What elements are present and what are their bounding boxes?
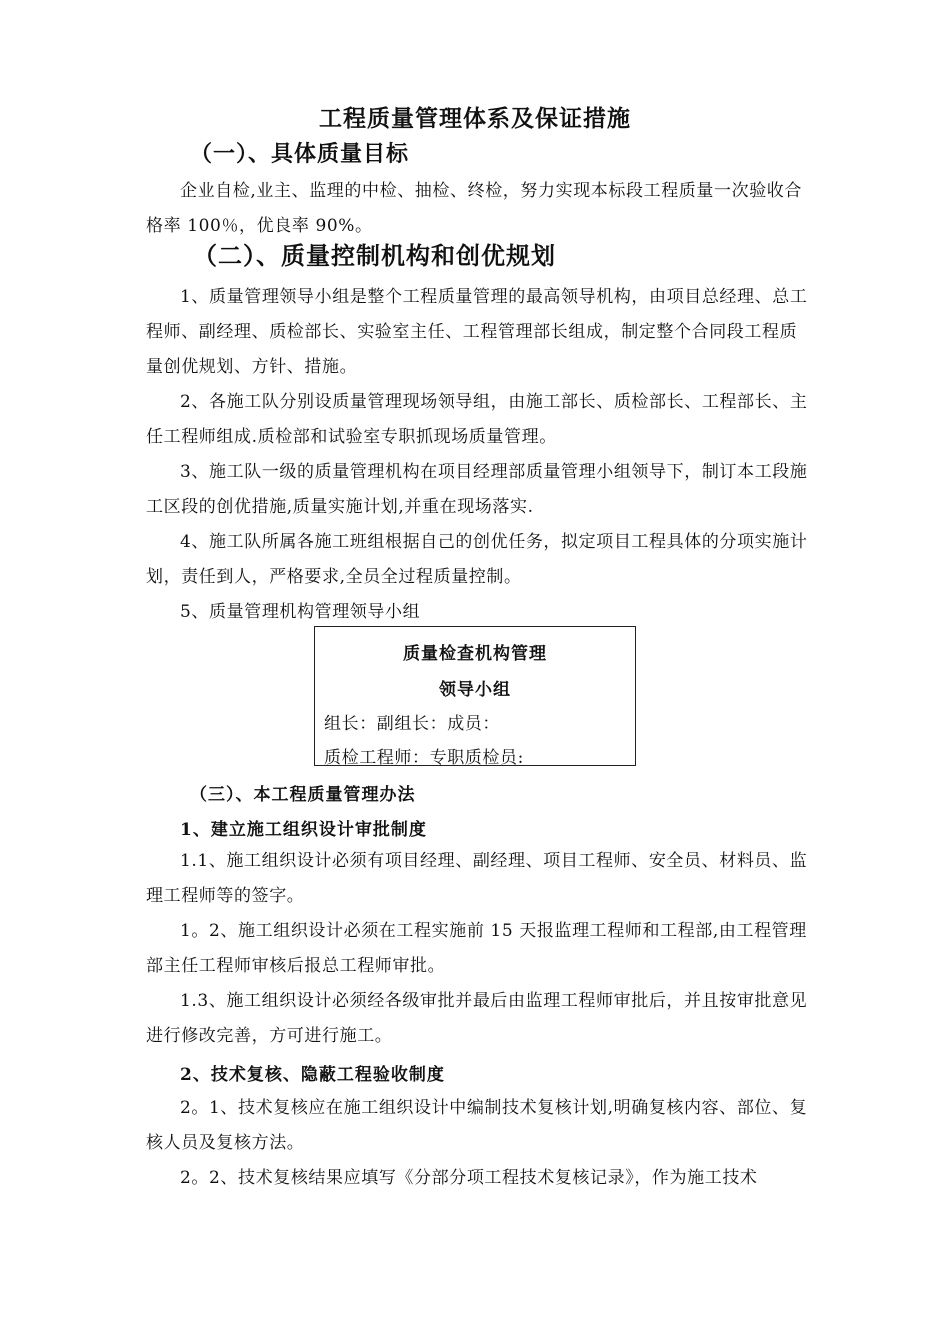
org-chart-box [314, 626, 636, 766]
section-2-item-3: 3、施工队一级的质量管理机构在项目经理部质量管理小组领导下，制订本工段施工区段的创优措施,质量实施计划,并重在现场落实. [146, 462, 808, 517]
section-3-heading: （三）、本工程质量管理办法 [190, 785, 416, 805]
subsection-2-item-1: 2。1、技术复核应在施工组织设计中编制技术复核计划,明确复核内容、部位、复核人员及复核方法。 [146, 1098, 808, 1153]
section-2-item-2: 2、各施工队分别设质量管理现场领导组，由施工部长、质检部长、工程部长、主任工程师组成.质检部和试验室专职抓现场质量管理。 [146, 392, 808, 447]
org-box-title-line-1: 质量检查机构管理 [403, 644, 547, 664]
section-1-paragraph: 企业自检,业主、监理的中检、抽检、终检，努力实现本标段工程质量一次验收合格率 100％，优良率 90%。 [146, 181, 803, 236]
org-box-members-line: 组长：副组长：成员： [324, 714, 500, 734]
org-box-title-line-2: 领导小组 [439, 680, 511, 700]
subsection-1-item-1: 1.1、施工组织设计必须有项目经理、副经理、项目工程师、安全员、材料员、监理工程师等的签字。 [146, 851, 808, 906]
document-title: 工程质量管理体系及保证措施 [319, 105, 631, 132]
section-2-heading: （二）、质量控制机构和创优规划 [193, 241, 556, 270]
section-2-item-4: 4、施工队所属各施工班组根据自己的创优任务，拟定项目工程具体的分项实施计划，责任到人，严格要求,全员全过程质量控制。 [146, 532, 808, 587]
subsection-1-item-3: 1.3、施工组织设计必须经各级审批并最后由监理工程师审批后，并且按审批意见进行修改完善，方可进行施工。 [146, 991, 808, 1046]
section-1-heading: （一）、具体质量目标 [190, 141, 410, 167]
subsection-1-item-2: 1。2、施工组织设计必须在工程实施前 15 天报监理工程师和工程部,由工程管理部主任工程师审核后报总工程师审批。 [146, 921, 807, 976]
section-2-item-5: 5、质量管理机构管理领导小组 [180, 602, 421, 622]
subsection-2-heading: 2、技术复核、隐蔽工程验收制度 [180, 1065, 445, 1085]
subsection-2-item-2: 2。2、技术复核结果应填写《分部分项工程技术复核记录》，作为施工技术 [180, 1168, 758, 1188]
org-box-inspectors-line: 质检工程师：专职质检员: [324, 748, 524, 768]
subsection-1-heading: 1、建立施工组织设计审批制度 [180, 820, 427, 840]
section-2-item-1: 1、质量管理领导小组是整个工程质量管理的最高领导机构，由项目总经理、总工程师、副经理、质检部长、实验室主任、工程管理部长组成，制定整个合同段工程质量创优规划、方针、措施。 [146, 287, 808, 377]
